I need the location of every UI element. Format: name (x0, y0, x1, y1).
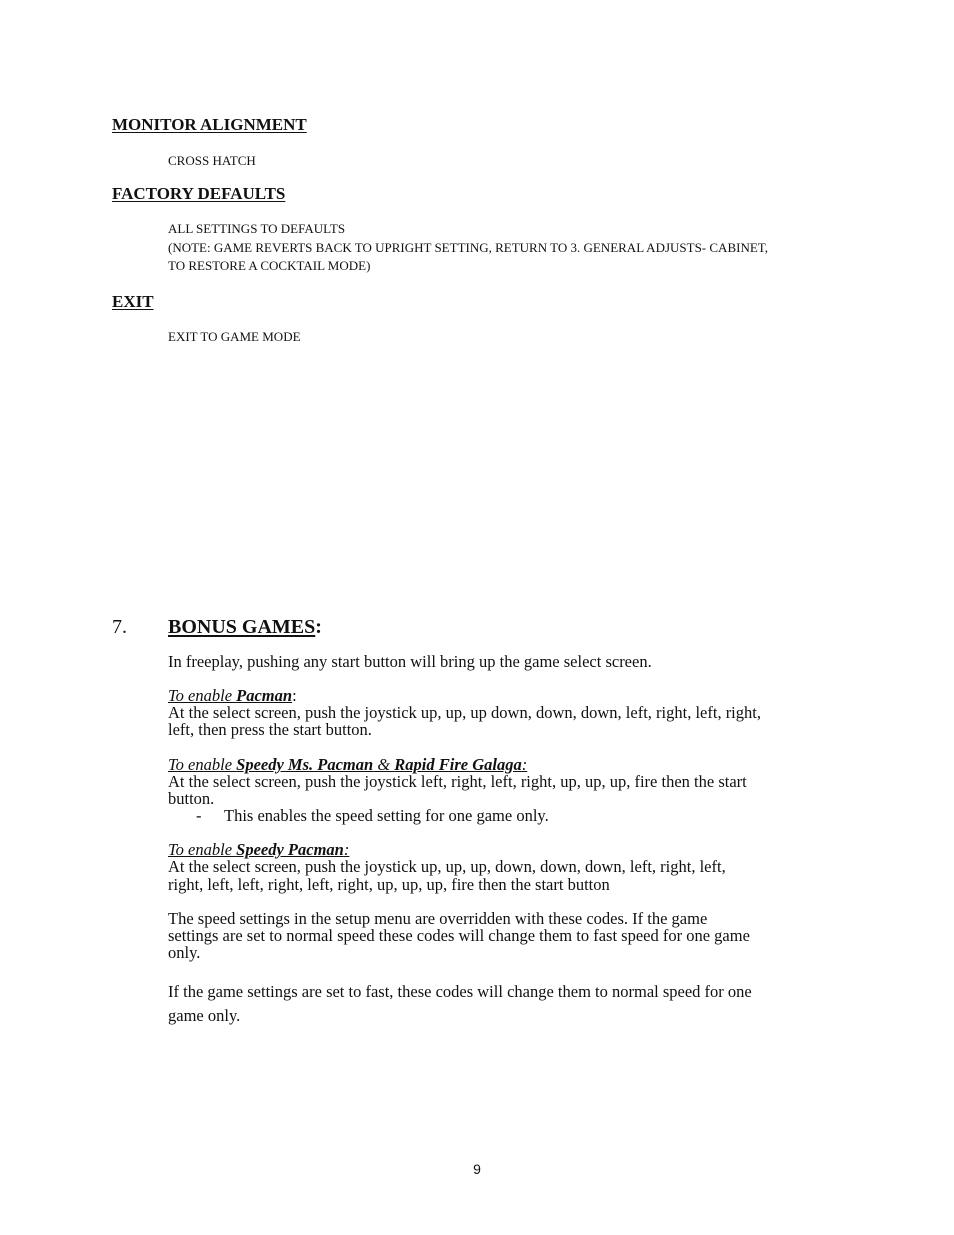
exit-item: EXIT TO GAME MODE (168, 329, 301, 344)
speedy-pacman-sub-prefix: To enable (168, 840, 237, 859)
fast-line1: If the game settings are set to fast, these codes will change them to normal speed for one (168, 982, 752, 1001)
factory-defaults-note-line1: (NOTE: GAME REVERTS BACK TO UPRIGHT SETTING, RETURN TO 3. GENERAL ADJUSTS- CABINET, (168, 240, 768, 255)
speedy-ms-sub-name1: Speedy Ms. Pacman (236, 755, 374, 774)
pacman-line1: At the select screen, push the joystick up, up, up down, down, down, left, right, left, right, (168, 703, 761, 722)
pacman-line2: left, then press the start button. (168, 720, 372, 739)
speedy-ms-sub-prefix: To enable (168, 755, 237, 774)
speedy-ms-sub-name2: Rapid Fire Galaga (394, 755, 522, 774)
section-title (168, 616, 322, 639)
speedy-ms-sub-amp: & (373, 755, 395, 774)
factory-defaults-heading: FACTORY DEFAULTS (112, 184, 286, 203)
pacman-subheading (168, 687, 848, 704)
fast-line2: game only. (168, 1006, 241, 1025)
section-title-text: BONUS GAMES (168, 616, 316, 638)
bonus-intro: In freeplay, pushing any start button will bring up the game select screen. (168, 652, 652, 671)
override-line3: only. (168, 943, 201, 962)
monitor-alignment-item: CROSS HATCH (168, 153, 256, 168)
override-line1: The speed settings in the setup menu are overridden with these codes. If the game (168, 909, 708, 928)
speedy-pacman-line1: At the select screen, push the joystick up, up, up, down, down, down, left, right, left, (168, 857, 726, 876)
bullet-dash: - (196, 806, 202, 825)
monitor-alignment-heading: MONITOR ALIGNMENT (112, 115, 307, 134)
page-number: 9 (473, 1161, 481, 1177)
override-line2: settings are set to normal speed these codes will change them to fast speed for one game (168, 926, 750, 945)
speedy-pacman-subheading (168, 841, 848, 858)
speedy-pacman-sub-suffix: : (343, 840, 350, 859)
speedy-pacman-line2: right, left, left, right, left, right, up, up, up, fire then the start button (168, 875, 610, 894)
factory-defaults-note-line2: TO RESTORE A COCKTAIL MODE) (168, 258, 371, 273)
pacman-sub-name: Pacman (236, 686, 293, 705)
speedy-ms-sub-suffix: : (521, 755, 528, 774)
section-title-colon: : (315, 616, 322, 638)
speedy-ms-subheading (168, 756, 848, 773)
speedy-ms-line1: At the select screen, push the joystick left, right, left, right, up, up, up, fire then the start (168, 772, 747, 791)
speedy-ms-line2: button. (168, 789, 215, 808)
section-number: 7. (112, 616, 127, 638)
speedy-pacman-sub-name: Speedy Pacman (236, 840, 344, 859)
factory-defaults-item: ALL SETTINGS TO DEFAULTS (168, 221, 346, 236)
exit-heading: EXIT (112, 292, 154, 311)
pacman-sub-suffix: : (292, 686, 297, 705)
speedy-ms-bullet (196, 807, 549, 824)
pacman-sub-prefix: To enable (168, 686, 237, 705)
bullet-text: This enables the speed setting for one game only. (224, 806, 549, 825)
